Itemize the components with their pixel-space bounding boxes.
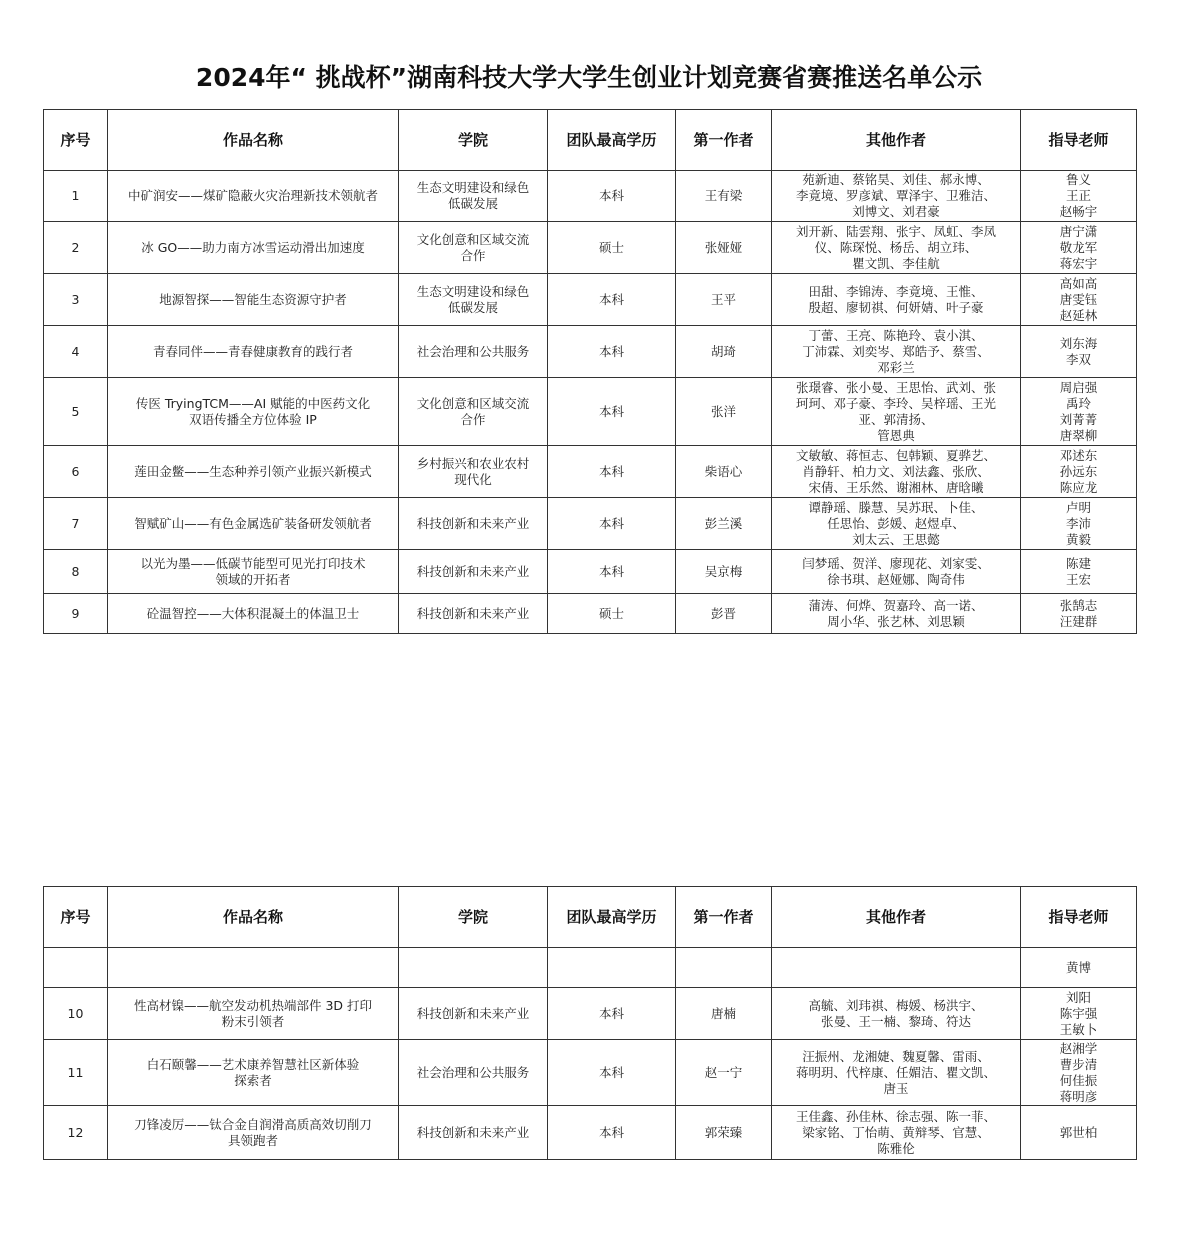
cell-college: 乡村振兴和农业农村 现代化	[399, 446, 548, 498]
cell-advisors: 张鹄志 汪建群	[1021, 594, 1137, 634]
cell-other-authors: 张璟睿、张小曼、王思怡、武刘、张 珂珂、邓子豪、李玲、吴梓瑶、王光 亚、郭清扬、 管恩典	[772, 378, 1021, 446]
cell-advisors: 卢明 李沛 黄毅	[1021, 498, 1137, 550]
header-degree: 团队最高学历	[548, 887, 676, 948]
cell-degree: 本科	[548, 378, 676, 446]
cell-first-author: 张洋	[676, 378, 772, 446]
header-other-authors: 其他作者	[772, 110, 1021, 171]
cell-project-name: 刀锋凌厉——钛合金自润滑高质高效切削刀 具领跑者	[108, 1106, 399, 1160]
cell-advisors: 赵湘学 曹步清 何佳振 蒋明彦	[1021, 1040, 1137, 1106]
header-other-authors: 其他作者	[772, 887, 1021, 948]
page-title: 2024年“ 挑战杯”湖南科技大学大学生创业计划竞赛省赛推送名单公示	[195, 63, 983, 92]
cell-project-name: 性高材镍——航空发动机热端部件 3D 打印 粉末引领者	[108, 988, 399, 1040]
cell-first-author: 王平	[676, 274, 772, 326]
cell-college: 科技创新和未来产业	[399, 594, 548, 634]
cell-project-name: 砼温智控——大体积混凝土的体温卫士	[108, 594, 399, 634]
cell-college: 社会治理和公共服务	[399, 326, 548, 378]
cell-project-name	[108, 948, 399, 988]
cell-other-authors: 苑新迪、蔡铭昊、刘佳、郝永博、 李竟境、罗彦斌、覃泽宇、卫雅洁、 刘博文、刘君豪	[772, 171, 1021, 222]
nomination-table-page-2	[43, 886, 1137, 1160]
nomination-table-page-1	[43, 109, 1137, 634]
cell-advisors: 黄博	[1021, 948, 1137, 988]
header-project-name: 作品名称	[108, 110, 399, 171]
cell-no	[44, 948, 108, 988]
table-row	[44, 222, 1137, 274]
table-row	[44, 498, 1137, 550]
cell-college: 文化创意和区域交流 合作	[399, 222, 548, 274]
cell-advisors: 郭世柏	[1021, 1106, 1137, 1160]
cell-other-authors: 高毓、刘玮祺、梅媛、杨洪宇、 张曼、王一楠、黎琦、符达	[772, 988, 1021, 1040]
cell-college	[399, 948, 548, 988]
cell-other-authors: 王佳鑫、孙佳林、徐志强、陈一菲、 梁家铭、丁怡萌、黄辩琴、官慧、 陈雅伦	[772, 1106, 1021, 1160]
cell-college: 科技创新和未来产业	[399, 1106, 548, 1160]
cell-college: 文化创意和区域交流 合作	[399, 378, 548, 446]
cell-project-name: 中矿润安——煤矿隐蔽火灾治理新技术领航者	[108, 171, 399, 222]
cell-degree: 本科	[548, 550, 676, 594]
header-degree: 团队最高学历	[548, 110, 676, 171]
cell-no: 7	[44, 498, 108, 550]
cell-no: 12	[44, 1106, 108, 1160]
cell-no: 11	[44, 1040, 108, 1106]
cell-first-author: 郭荣臻	[676, 1106, 772, 1160]
cell-project-name: 以光为墨——低碳节能型可见光打印技术 领域的开拓者	[108, 550, 399, 594]
cell-college: 科技创新和未来产业	[399, 550, 548, 594]
table-row	[44, 446, 1137, 498]
cell-other-authors: 闫梦瑶、贺洋、廖现花、刘家雯、 徐书琪、赵娅娜、陶奇伟	[772, 550, 1021, 594]
header-advisors: 指导老师	[1021, 110, 1137, 171]
cell-other-authors: 谭静瑶、滕慧、吴苏珉、卜佳、 任思怡、彭媛、赵煜卓、 刘太云、王思懿	[772, 498, 1021, 550]
header-first-author: 第一作者	[676, 110, 772, 171]
cell-other-authors: 汪振州、龙湘婕、魏夏馨、雷雨、 蒋明玥、代梓康、任媚洁、瞿文凯、 唐玉	[772, 1040, 1021, 1106]
cell-degree: 硕士	[548, 222, 676, 274]
cell-college: 生态文明建设和绿色 低碳发展	[399, 171, 548, 222]
cell-other-authors: 丁蕾、王亮、陈艳玲、袁小淇、 丁沛霖、刘奕岑、郑皓予、蔡雪、 邓彩兰	[772, 326, 1021, 378]
cell-other-authors: 田甜、李锦涛、李竟境、王惟、 殷超、廖韧祺、何妍婧、叶子豪	[772, 274, 1021, 326]
cell-project-name: 智赋矿山——有色金属选矿装备研发领航者	[108, 498, 399, 550]
header-project-name: 作品名称	[108, 887, 399, 948]
cell-advisors: 鲁义 王正 赵畅宇	[1021, 171, 1137, 222]
cell-advisors: 陈建 王宏	[1021, 550, 1137, 594]
cell-advisors: 刘阳 陈宇强 王敏卜	[1021, 988, 1137, 1040]
cell-no: 4	[44, 326, 108, 378]
table-row	[44, 550, 1137, 594]
table-row	[44, 1106, 1137, 1160]
cell-college: 科技创新和未来产业	[399, 498, 548, 550]
header-no: 序号	[44, 887, 108, 948]
cell-first-author: 唐楠	[676, 988, 772, 1040]
cell-college: 生态文明建设和绿色 低碳发展	[399, 274, 548, 326]
cell-advisors: 刘东海 李双	[1021, 326, 1137, 378]
cell-no: 2	[44, 222, 108, 274]
header-college: 学院	[399, 110, 548, 171]
cell-first-author: 张娅娅	[676, 222, 772, 274]
cell-degree: 本科	[548, 171, 676, 222]
cell-advisors: 邓述东 孙远东 陈应龙	[1021, 446, 1137, 498]
cell-first-author	[676, 948, 772, 988]
cell-degree	[548, 948, 676, 988]
header-row	[44, 110, 1137, 171]
cell-degree: 硕士	[548, 594, 676, 634]
table-row	[44, 594, 1137, 634]
cell-first-author: 彭兰溪	[676, 498, 772, 550]
table-row	[44, 1040, 1137, 1106]
cell-project-name: 白石颐馨——艺术康养智慧社区新体验 探索者	[108, 1040, 399, 1106]
cell-degree: 本科	[548, 446, 676, 498]
cell-no: 1	[44, 171, 108, 222]
cell-degree: 本科	[548, 274, 676, 326]
cell-project-name: 地源智探——智能生态资源守护者	[108, 274, 399, 326]
cell-other-authors: 刘开新、陆雲翔、张宇、凤虹、李凤 仪、陈琛悦、杨岳、胡立玮、 瞿文凯、李佳航	[772, 222, 1021, 274]
cell-other-authors: 文敏敏、蒋恒志、包韩颖、夏骅艺、 肖静轩、柏力文、刘法鑫、张欣、 宋倩、王乐然、谢湘林、唐晗曦	[772, 446, 1021, 498]
cell-no: 6	[44, 446, 108, 498]
cell-first-author: 胡琦	[676, 326, 772, 378]
table-row	[44, 378, 1137, 446]
header-row	[44, 887, 1137, 948]
cell-first-author: 柴语心	[676, 446, 772, 498]
cell-project-name: 青春同伴——青春健康教育的践行者	[108, 326, 399, 378]
table-row	[44, 326, 1137, 378]
header-college: 学院	[399, 887, 548, 948]
cell-no: 10	[44, 988, 108, 1040]
cell-project-name: 莲田金鳖——生态种养引领产业振兴新模式	[108, 446, 399, 498]
cell-no: 3	[44, 274, 108, 326]
cell-degree: 本科	[548, 1106, 676, 1160]
cell-first-author: 吴京梅	[676, 550, 772, 594]
cell-other-authors: 蒲涛、何烨、贺嘉玲、高一诺、 周小华、张艺林、刘思颖	[772, 594, 1021, 634]
cell-degree: 本科	[548, 1040, 676, 1106]
header-no: 序号	[44, 110, 108, 171]
cell-other-authors	[772, 948, 1021, 988]
header-first-author: 第一作者	[676, 887, 772, 948]
cell-first-author: 彭晋	[676, 594, 772, 634]
cell-no: 9	[44, 594, 108, 634]
cell-degree: 本科	[548, 498, 676, 550]
header-advisors: 指导老师	[1021, 887, 1137, 948]
cell-no: 5	[44, 378, 108, 446]
cell-advisors: 唐宁潇 敬龙军 蒋宏宇	[1021, 222, 1137, 274]
cell-no: 8	[44, 550, 108, 594]
cell-degree: 本科	[548, 988, 676, 1040]
cell-college: 科技创新和未来产业	[399, 988, 548, 1040]
cell-first-author: 赵一宁	[676, 1040, 772, 1106]
table-row	[44, 948, 1137, 988]
table-row	[44, 988, 1137, 1040]
cell-first-author: 王有梁	[676, 171, 772, 222]
table-row	[44, 274, 1137, 326]
table-row	[44, 171, 1137, 222]
cell-project-name: 传医 TryingTCM——AI 赋能的中医药文化 双语传播全方位体验 IP	[108, 378, 399, 446]
cell-project-name: 冰 GO——助力南方冰雪运动滑出加速度	[108, 222, 399, 274]
cell-college: 社会治理和公共服务	[399, 1040, 548, 1106]
cell-advisors: 周启强 禹玲 刘菁菁 唐翠柳	[1021, 378, 1137, 446]
cell-advisors: 高如高 唐雯钰 赵延林	[1021, 274, 1137, 326]
cell-degree: 本科	[548, 326, 676, 378]
